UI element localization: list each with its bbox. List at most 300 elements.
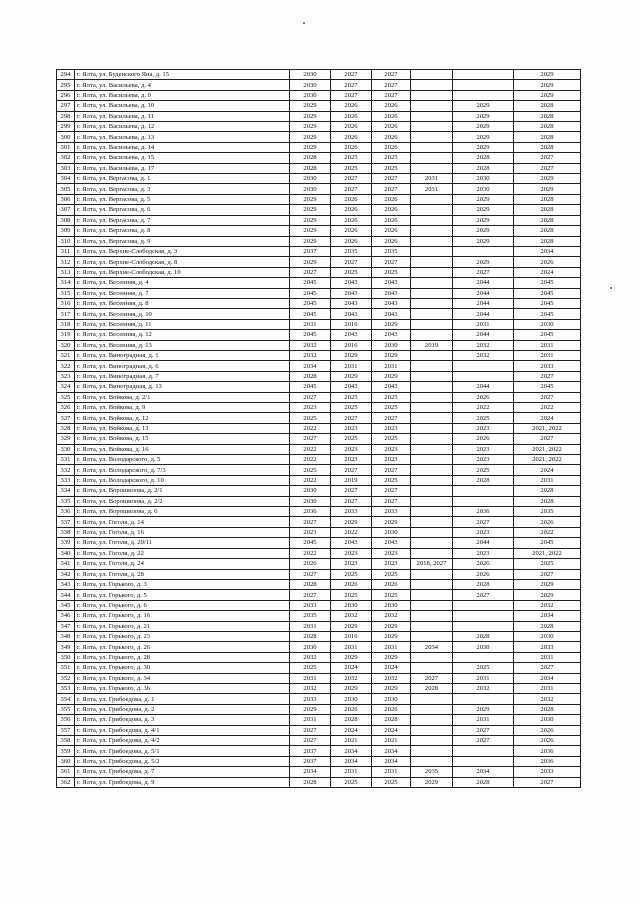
year-cell-4: [411, 475, 453, 485]
year-cell-5: 2027: [453, 517, 514, 527]
year-cell-6: 2034: [514, 611, 581, 621]
year-cell-2: 2026: [331, 205, 372, 215]
year-cell-5: [453, 90, 514, 100]
year-cell-2: 2025: [331, 434, 372, 444]
year-cell-4: [411, 486, 453, 496]
row-number: 303: [57, 163, 75, 173]
year-cell-1: 2029: [290, 257, 331, 267]
year-cell-4: [411, 288, 453, 298]
year-cell-6: 2028: [514, 236, 581, 246]
table-row: [57, 361, 581, 371]
year-cell-5: [453, 694, 514, 704]
year-cell-6: 2031: [514, 475, 581, 485]
address-cell: г. Ялта, ул. Грибоедова, д. 5/1: [75, 746, 290, 756]
table-row: [57, 330, 581, 340]
year-cell-1: 2045: [290, 278, 331, 288]
year-cell-5: 2044: [453, 538, 514, 548]
year-cell-2: 2019: [331, 475, 372, 485]
table-row: [57, 600, 581, 610]
year-cell-6: 2024: [514, 465, 581, 475]
year-cell-6: 2035: [514, 507, 581, 517]
table-row: [57, 205, 581, 215]
address-cell: г. Ялта, ул. Войкова, д. 15: [75, 434, 290, 444]
address-cell: г. Ялта, ул. Весенняя, д. 11: [75, 319, 290, 329]
row-number: 355: [57, 704, 75, 714]
year-cell-1: 2022: [290, 548, 331, 558]
address-cell: г. Ялта, ул. Ворошилова, д. 2/1: [75, 486, 290, 496]
table-row: [57, 163, 581, 173]
year-cell-5: 2032: [453, 683, 514, 693]
year-cell-5: 2029: [453, 215, 514, 225]
year-cell-4: [411, 569, 453, 579]
year-cell-1: 2030: [290, 70, 331, 80]
address-cell: г. Ялта, ул. Виноградная, д. 7: [75, 371, 290, 381]
year-cell-1: 2045: [290, 330, 331, 340]
year-cell-3: 2026: [372, 704, 411, 714]
year-cell-6: 2028: [514, 132, 581, 142]
year-cell-1: 2036: [290, 507, 331, 517]
year-cell-6: 2021, 2022: [514, 423, 581, 433]
year-cell-3: 2043: [372, 330, 411, 340]
address-cell: г. Ялта, ул. Васильева, д. 14: [75, 142, 290, 152]
table-row: [57, 590, 581, 600]
table-row: [57, 153, 581, 163]
year-cell-6: 2031: [514, 340, 581, 350]
address-cell: г. Ялта, ул. Войкова, д. 2/1: [75, 392, 290, 402]
year-cell-2: 2032: [331, 673, 372, 683]
year-cell-4: [411, 122, 453, 132]
year-cell-2: 2027: [331, 90, 372, 100]
address-cell: г. Ялта, ул. Грибоедова, д. 1: [75, 694, 290, 704]
row-number: 300: [57, 132, 75, 142]
address-cell: г. Ялта, ул. Весенняя, д. 4: [75, 278, 290, 288]
address-cell: г. Ялта, ул. Гоголя, д. 24: [75, 559, 290, 569]
year-cell-4: [411, 205, 453, 215]
year-cell-2: 2029: [331, 371, 372, 381]
year-cell-3: 2030: [372, 600, 411, 610]
year-cell-6: 2028: [514, 122, 581, 132]
table-row: [57, 621, 581, 631]
year-cell-5: 2026: [453, 569, 514, 579]
table-row: [57, 746, 581, 756]
year-cell-1: 2032: [290, 350, 331, 360]
row-number: 295: [57, 80, 75, 90]
table-row: [57, 434, 581, 444]
table-row: [57, 215, 581, 225]
year-cell-4: [411, 371, 453, 381]
year-cell-2: 2031: [331, 642, 372, 652]
year-cell-1: 2029: [290, 132, 331, 142]
year-cell-5: [453, 246, 514, 256]
year-cell-4: [411, 215, 453, 225]
year-cell-1: 2032: [290, 683, 331, 693]
address-cell: г. Ялта, ул. Буденского Яна, д. 15: [75, 70, 290, 80]
table-row: [57, 756, 581, 766]
row-number: 299: [57, 122, 75, 132]
year-cell-1: 2022: [290, 455, 331, 465]
address-cell: г. Ялта, ул. Горького, д. 3: [75, 579, 290, 589]
year-cell-5: 2032: [453, 350, 514, 360]
row-number: 294: [57, 70, 75, 80]
year-cell-4: [411, 538, 453, 548]
year-cell-1: 2033: [290, 694, 331, 704]
year-cell-5: 2029: [453, 122, 514, 132]
year-cell-1: 2030: [290, 486, 331, 496]
year-cell-3: 2035: [372, 246, 411, 256]
year-cell-2: 2021: [331, 736, 372, 746]
year-cell-3: 2025: [372, 590, 411, 600]
year-cell-4: [411, 382, 453, 392]
row-number: 312: [57, 257, 75, 267]
address-cell: г. Ялта, ул. Вергасова, д. 8: [75, 226, 290, 236]
year-cell-4: [411, 590, 453, 600]
year-cell-3: 2043: [372, 298, 411, 308]
year-cell-3: 2027: [372, 413, 411, 423]
row-number: 339: [57, 538, 75, 548]
year-cell-1: 2027: [290, 569, 331, 579]
year-cell-4: [411, 330, 453, 340]
housing-register-table: [56, 69, 581, 788]
address-cell: г. Ялта, ул. Войкова, д. 12: [75, 413, 290, 423]
address-cell: г. Ялта, ул. Володарского, д. 7/3: [75, 465, 290, 475]
year-cell-2: 2027: [331, 465, 372, 475]
year-cell-5: [453, 70, 514, 80]
table-row: [57, 486, 581, 496]
year-cell-6: 2027: [514, 371, 581, 381]
year-cell-6: 2030: [514, 631, 581, 641]
table-row: [57, 631, 581, 641]
table-row: [57, 236, 581, 246]
year-cell-1: 2025: [290, 465, 331, 475]
address-cell: г. Ялта, ул. Войкова, д. 16: [75, 444, 290, 454]
year-cell-3: 2026: [372, 579, 411, 589]
row-number: 310: [57, 236, 75, 246]
year-cell-4: [411, 267, 453, 277]
year-cell-3: 2026: [372, 111, 411, 121]
scan-speck: [610, 287, 612, 289]
year-cell-4: [411, 611, 453, 621]
address-cell: г. Ялта, ул. Горького, д. 28: [75, 652, 290, 662]
year-cell-1: 2022: [290, 444, 331, 454]
year-cell-1: 2030: [290, 642, 331, 652]
address-cell: г. Ялта, ул. Верхне-Слободская, д. 3: [75, 246, 290, 256]
year-cell-3: 2026: [372, 122, 411, 132]
row-number: 329: [57, 434, 75, 444]
row-number: 321: [57, 350, 75, 360]
year-cell-1: 2030: [290, 80, 331, 90]
year-cell-5: 2025: [453, 413, 514, 423]
table-row: [57, 527, 581, 537]
year-cell-1: 2045: [290, 538, 331, 548]
table-row: [57, 496, 581, 506]
row-number: 356: [57, 715, 75, 725]
year-cell-1: 2026: [290, 559, 331, 569]
year-cell-1: 2029: [290, 142, 331, 152]
year-cell-3: 2025: [372, 434, 411, 444]
year-cell-2: 2025: [331, 569, 372, 579]
year-cell-2: 2034: [331, 746, 372, 756]
address-cell: г. Ялта, ул. Грибоедова, д. 7: [75, 767, 290, 777]
address-cell: г. Ялта, ул. Горького, д. 5: [75, 590, 290, 600]
address-cell: г. Ялта, ул. Весенняя, д. 8: [75, 298, 290, 308]
year-cell-5: 2027: [453, 590, 514, 600]
year-cell-5: 2029: [453, 132, 514, 142]
year-cell-1: 2031: [290, 715, 331, 725]
year-cell-6: 2032: [514, 694, 581, 704]
year-cell-2: 2030: [331, 694, 372, 704]
year-cell-3: 2029: [372, 621, 411, 631]
year-cell-3: 2029: [372, 319, 411, 329]
year-cell-4: 2027: [411, 673, 453, 683]
year-cell-1: 2032: [290, 340, 331, 350]
year-cell-2: 2026: [331, 101, 372, 111]
address-cell: г. Ялта, ул. Грибоедова, д. 4/1: [75, 725, 290, 735]
year-cell-2: 2032: [331, 611, 372, 621]
table-row: [57, 736, 581, 746]
row-number: 316: [57, 298, 75, 308]
year-cell-4: [411, 621, 453, 631]
year-cell-6: 2045: [514, 538, 581, 548]
address-cell: г. Ялта, ул. Горького, д. 16: [75, 611, 290, 621]
address-cell: г. Ялта, ул. Вергасова, д. 7: [75, 215, 290, 225]
year-cell-2: 2026: [331, 132, 372, 142]
year-cell-2: 2029: [331, 517, 372, 527]
table-row: [57, 80, 581, 90]
year-cell-5: 2044: [453, 278, 514, 288]
year-cell-2: 2023: [331, 559, 372, 569]
table-row: [57, 663, 581, 673]
year-cell-6: 2021, 2022: [514, 548, 581, 558]
year-cell-3: 2031: [372, 642, 411, 652]
year-cell-2: 2043: [331, 278, 372, 288]
year-cell-1: 2031: [290, 673, 331, 683]
year-cell-4: [411, 652, 453, 662]
year-cell-2: 2026: [331, 226, 372, 236]
year-cell-2: 2043: [331, 538, 372, 548]
year-cell-1: 2028: [290, 631, 331, 641]
year-cell-3: 2023: [372, 423, 411, 433]
year-cell-1: 2022: [290, 475, 331, 485]
row-number: 311: [57, 246, 75, 256]
address-cell: г. Ялта, ул. Вергасова, д. 6: [75, 205, 290, 215]
table-row: [57, 611, 581, 621]
table-row: [57, 122, 581, 132]
year-cell-1: 2045: [290, 288, 331, 298]
year-cell-1: 2029: [290, 101, 331, 111]
year-cell-5: 2027: [453, 267, 514, 277]
year-cell-2: 2026: [331, 122, 372, 132]
row-number: 307: [57, 205, 75, 215]
year-cell-2: 2026: [331, 236, 372, 246]
year-cell-1: 2037: [290, 246, 331, 256]
year-cell-3: 2027: [372, 70, 411, 80]
year-cell-3: 2029: [372, 683, 411, 693]
year-cell-4: [411, 756, 453, 766]
year-cell-6: 2028: [514, 486, 581, 496]
row-number: 301: [57, 142, 75, 152]
year-cell-4: [411, 600, 453, 610]
year-cell-6: 2029: [514, 579, 581, 589]
row-number: 323: [57, 371, 75, 381]
year-cell-1: 2025: [290, 413, 331, 423]
year-cell-6: 2028: [514, 215, 581, 225]
year-cell-6: 2027: [514, 569, 581, 579]
year-cell-1: 2029: [290, 704, 331, 714]
row-number: 334: [57, 486, 75, 496]
row-number: 318: [57, 319, 75, 329]
year-cell-4: 2029: [411, 777, 453, 787]
year-cell-2: 2016: [331, 631, 372, 641]
row-number: 306: [57, 194, 75, 204]
year-cell-3: 2023: [372, 444, 411, 454]
year-cell-5: 2028: [453, 153, 514, 163]
year-cell-2: 2026: [331, 215, 372, 225]
year-cell-2: 2023: [331, 423, 372, 433]
year-cell-4: 2028: [411, 683, 453, 693]
table-row: [57, 475, 581, 485]
year-cell-5: 2029: [453, 257, 514, 267]
year-cell-2: 2025: [331, 163, 372, 173]
year-cell-2: 2035: [331, 246, 372, 256]
year-cell-6: 2027: [514, 777, 581, 787]
year-cell-3: 2030: [372, 694, 411, 704]
year-cell-3: 2029: [372, 517, 411, 527]
year-cell-2: 2024: [331, 663, 372, 673]
table-row: [57, 194, 581, 204]
year-cell-2: 2026: [331, 194, 372, 204]
year-cell-4: [411, 70, 453, 80]
table-row: [57, 111, 581, 121]
row-number: 330: [57, 444, 75, 454]
year-cell-1: 2023: [290, 527, 331, 537]
address-cell: г. Ялта, ул. Гоголя, д. 14: [75, 517, 290, 527]
table-row: [57, 174, 581, 184]
year-cell-6: 2026: [514, 725, 581, 735]
year-cell-6: 2034: [514, 673, 581, 683]
table-row: [57, 725, 581, 735]
address-cell: г. Ялта, ул. Весенняя, д. 13: [75, 340, 290, 350]
year-cell-6: 2033: [514, 767, 581, 777]
address-cell: г. Ялта, ул. Васильева, д. 11: [75, 111, 290, 121]
year-cell-1: 2030: [290, 174, 331, 184]
year-cell-6: 2024: [514, 413, 581, 423]
row-number: 309: [57, 226, 75, 236]
year-cell-3: 2024: [372, 663, 411, 673]
table-row: [57, 246, 581, 256]
year-cell-4: [411, 631, 453, 641]
year-cell-6: 2036: [514, 746, 581, 756]
address-cell: г. Ялта, ул. Васильева, д. 12: [75, 122, 290, 132]
table-row: [57, 683, 581, 693]
year-cell-4: [411, 455, 453, 465]
year-cell-5: 2028: [453, 631, 514, 641]
year-cell-5: [453, 652, 514, 662]
year-cell-6: 2034: [514, 246, 581, 256]
address-cell: г. Ялта, ул. Виноградная, д. 6: [75, 361, 290, 371]
year-cell-3: 2027: [372, 90, 411, 100]
table-row: [57, 101, 581, 111]
year-cell-5: 2026: [453, 559, 514, 569]
row-number: 333: [57, 475, 75, 485]
table-row: [57, 184, 581, 194]
year-cell-2: 2027: [331, 496, 372, 506]
year-cell-4: [411, 517, 453, 527]
year-cell-5: 2023: [453, 527, 514, 537]
year-cell-4: [411, 194, 453, 204]
address-cell: г. Ялта, ул. Горького, д. 6: [75, 600, 290, 610]
address-cell: г. Ялта, ул. Горького, д. 23: [75, 631, 290, 641]
year-cell-6: 2028: [514, 704, 581, 714]
year-cell-4: [411, 736, 453, 746]
year-cell-5: 2029: [453, 111, 514, 121]
address-cell: г. Ялта, ул. Горького, д. 26: [75, 642, 290, 652]
year-cell-6: 2028: [514, 226, 581, 236]
table-row: [57, 423, 581, 433]
year-cell-1: 2028: [290, 371, 331, 381]
year-cell-2: 2043: [331, 382, 372, 392]
address-cell: г. Ялта, ул. Грибоедова, д. 4/2: [75, 736, 290, 746]
table-row: [57, 538, 581, 548]
row-number: 319: [57, 330, 75, 340]
table-row: [57, 642, 581, 652]
address-cell: г. Ялта, ул. Войкова, д. 9: [75, 403, 290, 413]
year-cell-4: [411, 694, 453, 704]
row-number: 340: [57, 548, 75, 558]
row-number: 342: [57, 569, 75, 579]
year-cell-5: [453, 486, 514, 496]
year-cell-2: 2026: [331, 579, 372, 589]
year-cell-6: 2033: [514, 361, 581, 371]
table-row: [57, 371, 581, 381]
year-cell-5: 2027: [453, 736, 514, 746]
year-cell-6: 2030: [514, 319, 581, 329]
address-cell: г. Ялта, ул. Грибоедова, д. 2: [75, 704, 290, 714]
year-cell-3: 2043: [372, 538, 411, 548]
row-number: 322: [57, 361, 75, 371]
year-cell-1: 2030: [290, 184, 331, 194]
year-cell-6: 2029: [514, 70, 581, 80]
row-number: 314: [57, 278, 75, 288]
year-cell-1: 2034: [290, 361, 331, 371]
year-cell-1: 2027: [290, 736, 331, 746]
address-cell: г. Ялта, ул. Горького, д. 36: [75, 683, 290, 693]
year-cell-3: 2023: [372, 548, 411, 558]
year-cell-2: 2025: [331, 777, 372, 787]
year-cell-3: 2025: [372, 403, 411, 413]
row-number: 332: [57, 465, 75, 475]
year-cell-6: 2029: [514, 184, 581, 194]
table-row: [57, 652, 581, 662]
address-cell: г. Ялта, ул. Войкова, д. 13: [75, 423, 290, 433]
address-cell: г. Ялта, ул. Верхне-Слободская, д. 10: [75, 267, 290, 277]
year-cell-3: 2024: [372, 725, 411, 735]
year-cell-1: 2029: [290, 215, 331, 225]
year-cell-5: 2023: [453, 444, 514, 454]
year-cell-1: 2029: [290, 122, 331, 132]
table-row: [57, 288, 581, 298]
year-cell-4: [411, 236, 453, 246]
year-cell-1: 2027: [290, 590, 331, 600]
year-cell-5: 2025: [453, 465, 514, 475]
year-cell-2: 2027: [331, 80, 372, 90]
table-row: [57, 715, 581, 725]
year-cell-1: 2028: [290, 777, 331, 787]
year-cell-5: 2044: [453, 288, 514, 298]
year-cell-1: 2033: [290, 600, 331, 610]
row-number: 349: [57, 642, 75, 652]
year-cell-6: 2026: [514, 517, 581, 527]
year-cell-6: 2045: [514, 382, 581, 392]
